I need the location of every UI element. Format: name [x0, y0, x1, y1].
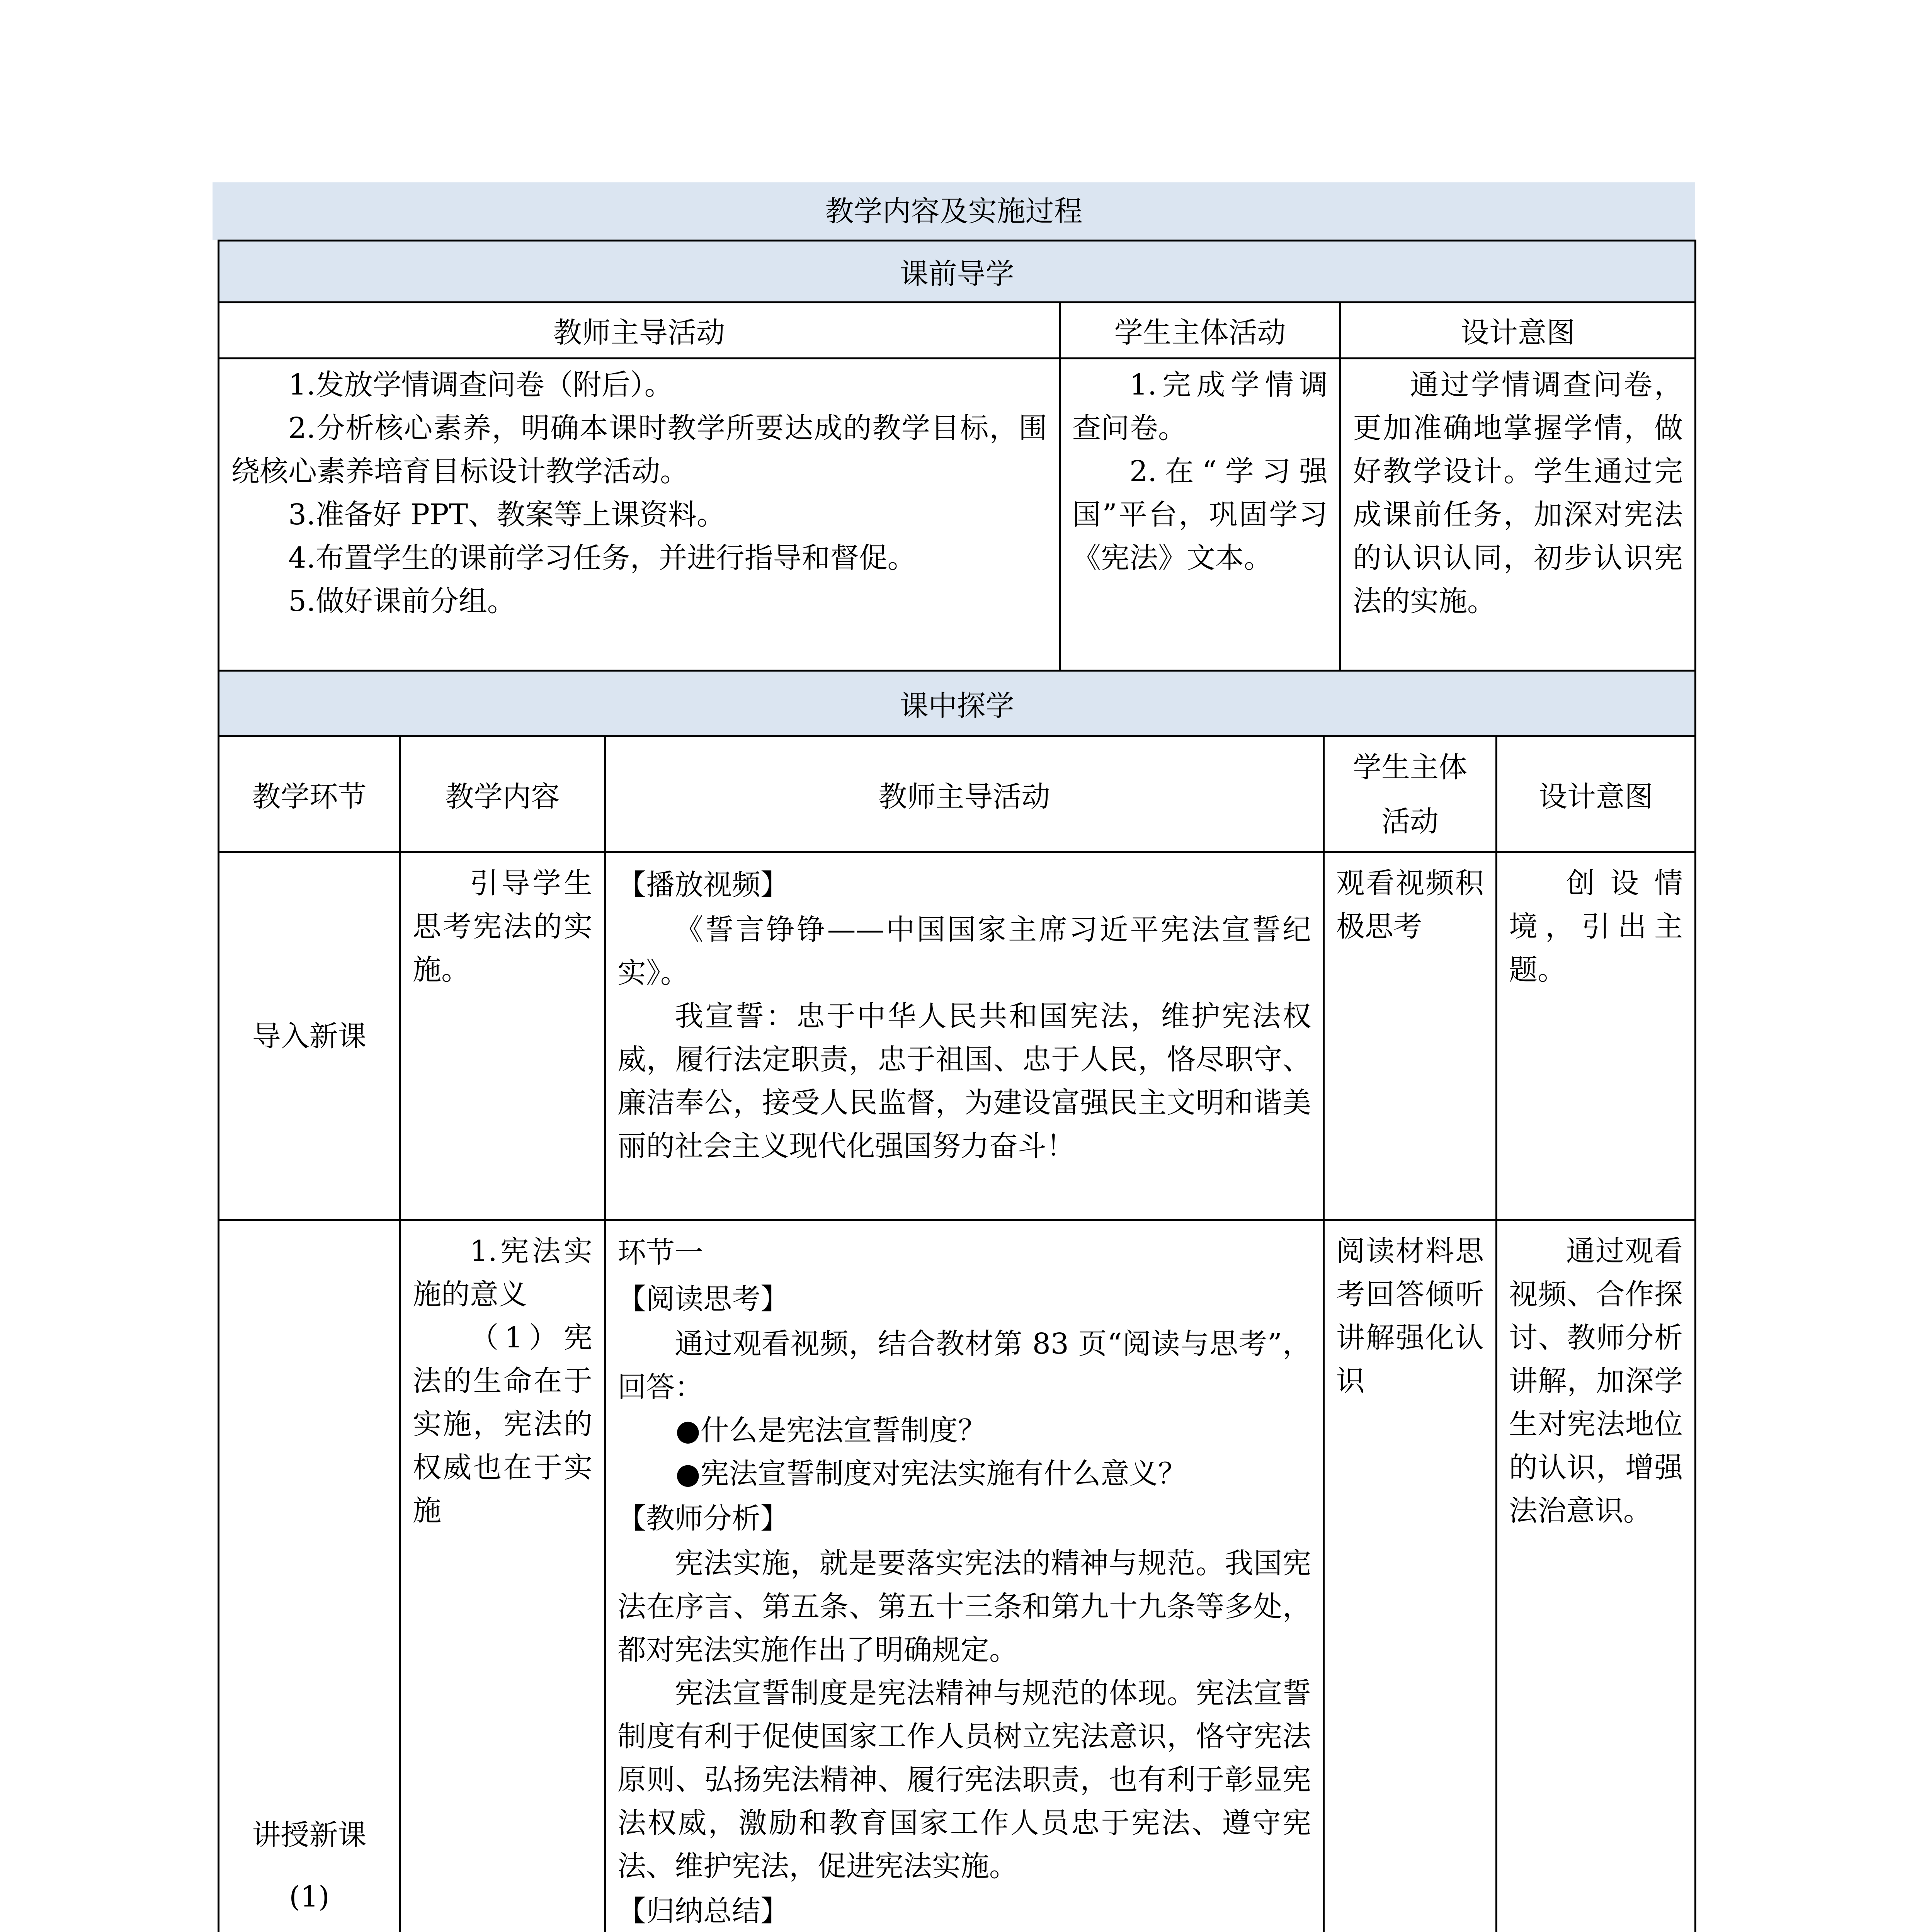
analysis-2: 宪法宣誓制度是宪法精神与规范的体现。宪法宣誓制度有利于促使国家工作人员树立宪法意识，恪守宪法原则、弘扬宪法精神、履行宪法职责，也有利于彰显宪法权威，激励和教育国家工作人员忠于宪法、遵守宪法、维护宪法，促进宪法实施。 [617, 1677, 1311, 1883]
stage-lecture [219, 1220, 400, 1932]
col-teacher-activity: 教师主导活动 [219, 303, 1060, 359]
preclass-teacher-item: 1.发放学情调查问卷（附后）。 [288, 368, 673, 401]
part1-student: 阅读材料思考回答倾听讲解强化认识 [1336, 1235, 1484, 1398]
part1-content-cell [400, 1220, 605, 1932]
tag-summary: 【归纳总结】 [617, 1895, 789, 1928]
preclass-teacher-item: 2.分析核心素养，明确本课时教学所要达成的教学目标，围绕核心素养培育目标设计教学活动。 [231, 412, 1047, 488]
part1-student-cell [1324, 1220, 1497, 1932]
col-student-activity [1324, 736, 1497, 852]
preclass-intent-text: 通过学情调查问卷，更加准确地掌握学情，做好教学设计。学生通过完成课前任务，加深对宪法的认识认同，初步认识宪法的实施。 [1353, 368, 1683, 618]
section-header: 教学内容及实施过程 [213, 182, 1695, 240]
question-2: ●宪法宣誓制度对宪法实施有什么意义？ [675, 1457, 1187, 1490]
oath-text: 我宣誓：忠于中华人民共和国宪法，维护宪法权威，履行法定职责，忠于祖国、忠于人民，恪尽职守、廉洁奉公，接受人民监督，为建设富强民主文明和谐美丽的社会主义现代化强国努力奋斗！ [617, 1000, 1311, 1163]
col-student-activity: 学生主体活动 [1060, 303, 1340, 359]
read-text: 通过观看视频，结合教材第 83 页“阅读与思考”，回答： [617, 1327, 1311, 1404]
stage-intro: 导入新课 [219, 852, 400, 1220]
intro-student-cell [1324, 852, 1497, 1220]
tag-play-video: 【播放视频】 [617, 868, 789, 901]
link-one: 环节一 [617, 1236, 703, 1269]
stage-lecture-label: 讲授新课 [252, 1818, 367, 1852]
preclass-band: 课前导学 [219, 241, 1696, 303]
question-1: ●什么是宪法宣誓制度？ [675, 1414, 987, 1447]
intro-intent-cell [1497, 852, 1696, 1220]
part1-intent: 通过观看视频、合作探讨、教师分析讲解，加深学生对宪法地位的认识，增强法治意识。 [1509, 1235, 1683, 1527]
preclass-table [218, 240, 1696, 673]
preclass-teacher-cell [219, 359, 1060, 672]
tag-teacher-analysis: 【教师分析】 [617, 1502, 789, 1535]
preclass-student-item: 2.在“学习强国”平台，巩固学习《宪法》文本。 [1072, 455, 1328, 575]
intro-content: 引导学生思考宪法的实施。 [413, 867, 592, 986]
part1-content-sub: （1）宪法的生命在于实施，宪法的权威也在于实施 [413, 1321, 592, 1527]
part1-teacher-cell [605, 1220, 1324, 1932]
tag-read-think: 【阅读思考】 [617, 1282, 789, 1316]
col-stage: 教学环节 [219, 736, 400, 852]
col-student-label: 学生主体活动 [1353, 750, 1467, 838]
col-content: 教学内容 [400, 736, 605, 852]
inclass-table [218, 670, 1696, 1932]
preclass-student-cell [1060, 359, 1340, 672]
preclass-student-item: 1.完成学情调查问卷。 [1072, 368, 1328, 445]
preclass-teacher-item: 4.布置学生的课前学习任务，并进行指导和督促。 [288, 541, 916, 575]
intro-content-cell [400, 852, 605, 1220]
preclass-teacher-item: 3.准备好 PPT、教案等上课资料。 [288, 498, 726, 531]
preclass-intent-cell [1340, 359, 1696, 672]
part1-content-title: 1.宪法实施的意义 [413, 1235, 592, 1311]
intro-intent: 创设情境，引出主题。 [1509, 867, 1683, 986]
part1-intent-cell [1497, 1220, 1696, 1932]
video-title: 《誓言铮铮——中国国家主席习近平宪法宣誓纪实》。 [617, 913, 1311, 990]
col-teacher-activity: 教师主导活动 [605, 736, 1324, 852]
intro-student: 观看视频积极思考 [1336, 867, 1484, 943]
inclass-band: 课中探学 [219, 671, 1696, 736]
intro-teacher-cell [605, 852, 1324, 1220]
col-design-intent: 设计意图 [1497, 736, 1696, 852]
col-design-intent: 设计意图 [1340, 303, 1696, 359]
preclass-teacher-item: 5.做好课前分组。 [288, 585, 516, 618]
stage-lecture-num: (1) [289, 1880, 330, 1913]
analysis-1: 宪法实施，就是要落实宪法的精神与规范。我国宪法在序言、第五条、第五十三条和第九十九条等多处，都对宪法实施作出了明确规定。 [617, 1547, 1311, 1667]
